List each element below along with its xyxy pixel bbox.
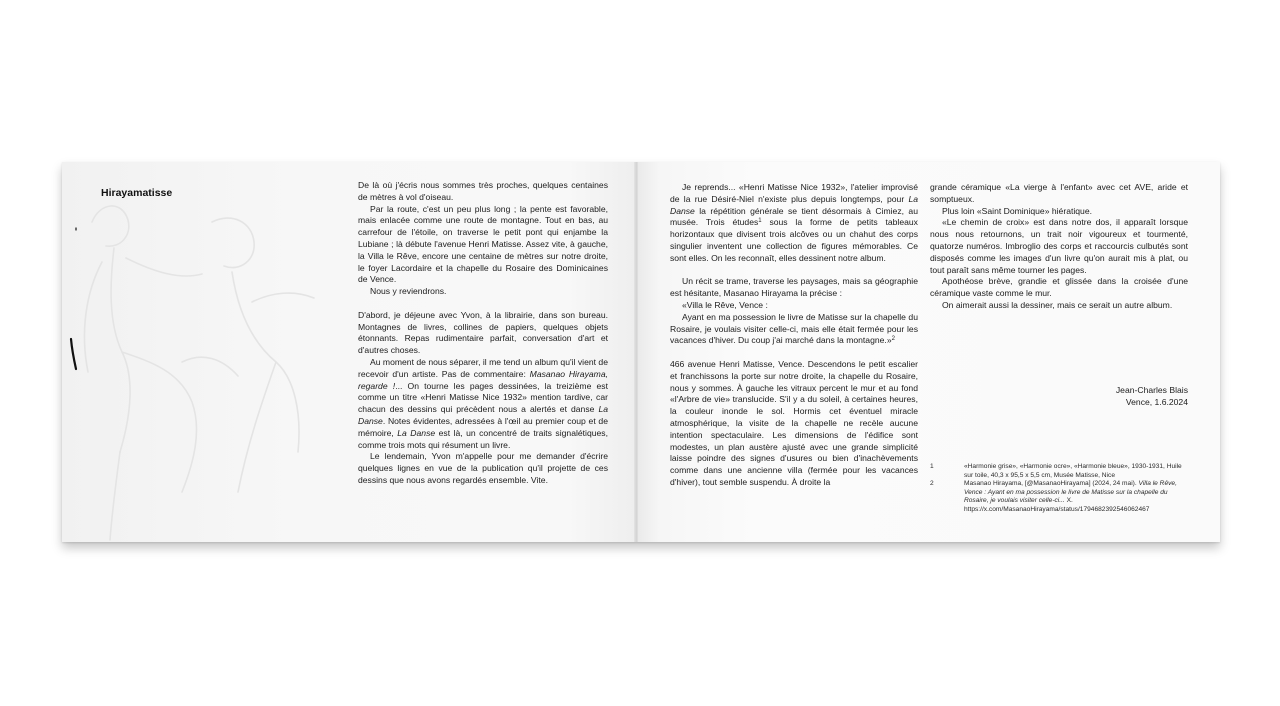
footnote-number: 2 xyxy=(930,480,934,488)
text-column-left xyxy=(358,180,608,487)
signature xyxy=(1116,384,1188,408)
paragraph: «Villa le Rêve, Vence : xyxy=(682,299,768,310)
page-title: Hirayamatisse xyxy=(101,187,173,199)
footnote-ref: 1 xyxy=(758,218,762,225)
paragraph: Apothéose brève, grandie et glissée dans la croisée d'une céramique vaste comme le mur. xyxy=(930,276,1188,299)
open-book xyxy=(62,162,1220,542)
paragraph: Par la route, c'est un peu plus long ; la pente est favorable, mais enlacée comme une route de montagne. Tout en bas, au carrefour de l'étoile, on traverse le petit pont qui enjambe la Lubiane ; là débute l'avenue Henri Matisse. Assez vite, à gauche, la Villa le Rêve, encore une centaine de mètres sur notre droite, le foyer Lacordaire et la chapelle du Rosaire des Dominicaines de Vence. xyxy=(358,203,608,285)
footnote-ref: 2 xyxy=(891,336,895,343)
text-column-right xyxy=(930,182,1188,312)
book-gutter xyxy=(634,162,638,542)
paragraph: «Le chemin de croix» est dans notre dos, il apparaît lorsque nous nous retournons, un trait noir vigoureux et tourmenté, quatorze numéros. Imbroglio des corps et raccourcis culbutés sont disposés comme les images d'un livre qu'on aurait mis à plat, ou tout paraît sans même tourner les pages. xyxy=(930,217,1188,275)
paragraph: Ayant en ma possession le livre de Matisse sur la chapelle du Rosaire, je voulais visiter celle-ci, mais elle était fermée pour les vacances d'hiver. Du coup j'ai marché dans la montagne.»$^2$ xyxy=(670,311,918,346)
footnote: 2 Masanao Hirayama, [@MasanaoHirayama] (2024, 24 mai). Villa le Rêve, Vence : Ayant en ma possession le livre de Matisse sur la chapelle du Rosaire, je voulais visiter celle-ci... X. https://x.com/MasanaoHirayama/status/1794682392546062467 xyxy=(930,480,1177,513)
paragraph: D'abord, je déjeune avec Yvon, à la librairie, dans son bureau. Montagnes de livres, collines de papiers, quelques objets étonnants. Repas rudimentaire parfait, conversation d'art et d'autres choses. xyxy=(358,309,608,356)
footnote-text: «Harmonie grise», «Harmonie ocre», «Harmonie bleue», 1930-1931, Huile sur toile, 40,3 x 95,5 x 5,5 cm, Musée Matisse, Nice xyxy=(964,463,1182,479)
paragraph: De là où j'écris nous sommes très proches, quelques centaines de mètres à vol d'oiseau. xyxy=(358,180,608,202)
footnote-number: 1 xyxy=(930,463,934,470)
author-name: Jean-Charles Blais xyxy=(1115,385,1188,395)
footnote xyxy=(930,463,1188,480)
paragraph: Le lendemain, Yvon m'appelle pour me demander d'écrire quelques lignes en vue de la publication qu'il projette de ces dessins que nous avons regardés ensemble. Vite. xyxy=(358,451,608,485)
paragraph: On aimerait aussi la dessiner, mais ce serait un autre album. xyxy=(942,299,1173,310)
right-page xyxy=(636,162,1220,542)
place-date: Vence, 1.6.2024 xyxy=(1125,397,1188,407)
paragraph: Nous y reviendrons. xyxy=(370,286,447,297)
paragraph: grande céramique «La vierge à l'enfant» avec cet AVE, aride et somptueux. xyxy=(930,182,1188,204)
left-page xyxy=(62,162,636,542)
paragraph: Plus loin «Saint Dominique» hiératique. xyxy=(942,205,1093,216)
paragraph: Au moment de nous séparer, il me tend un album qu'il vient de recevoir d'un artiste. Pas de commentaire: Masanao Hirayama, regarde !... On tourne les pages dessinées, la treizième est comme un titre «Henri Matisse Nice 1932» mention tardive, car chacun des dessins qui précèdent nous a alertés et danse La Danse. Notes évidentes, adressées à l'œil au premier coup et de mémoire, La Danse est là, un concentré de traits signalétiques, comme trois mots qui résument un livre. xyxy=(358,356,608,450)
faint-sketch-drawing xyxy=(62,162,362,542)
paragraph: 466 avenue Henri Matisse, Vence. Descendons le petit escalier et franchissons la porte sur notre droite, la chapelle du Rosaire, nous y sommes. À gauche les vitraux percent le mur et au fond «l'Arbre de vie» translucide. S'il y a du soleil, à certaines heures, la couleur inonde le sol. Hormis cet éventuel miracle atmosphérique, la visite de la chapelle ne recèle aucune intention spectaculaire. Les dimensions de l'édifice sont modestes, un plan austère ajusté avec une grande simplicité laisse poindre des signes d'usures ou bien d'inachèvements comme dans une ancienne villa (fermée pour les vacances d'hiver), tout semble suspendu. À droite la xyxy=(670,358,918,487)
paragraph: Je reprends... «Henri Matisse Nice 1932», l'atelier improvisé de la rue Désiré-Niel n'existe plus depuis longtemps, pour La Danse la répétition générale se tient désormais à Cimiez, au musée. Trois études$^1$ sous la forme de petits tableaux horizontaux que divisent trois alcôves ou un chahut des corps singulier inventent une collection de figures mémorables. Ce sont elles. On les reconnaît, elles dessinent notre album. xyxy=(670,182,918,263)
paragraph: Un récit se trame, traverse les paysages, mais sa géographie est hésitante, Masanao Hirayama la précise : xyxy=(670,276,918,299)
text-column-middle xyxy=(670,182,918,489)
footnotes xyxy=(930,463,1188,515)
